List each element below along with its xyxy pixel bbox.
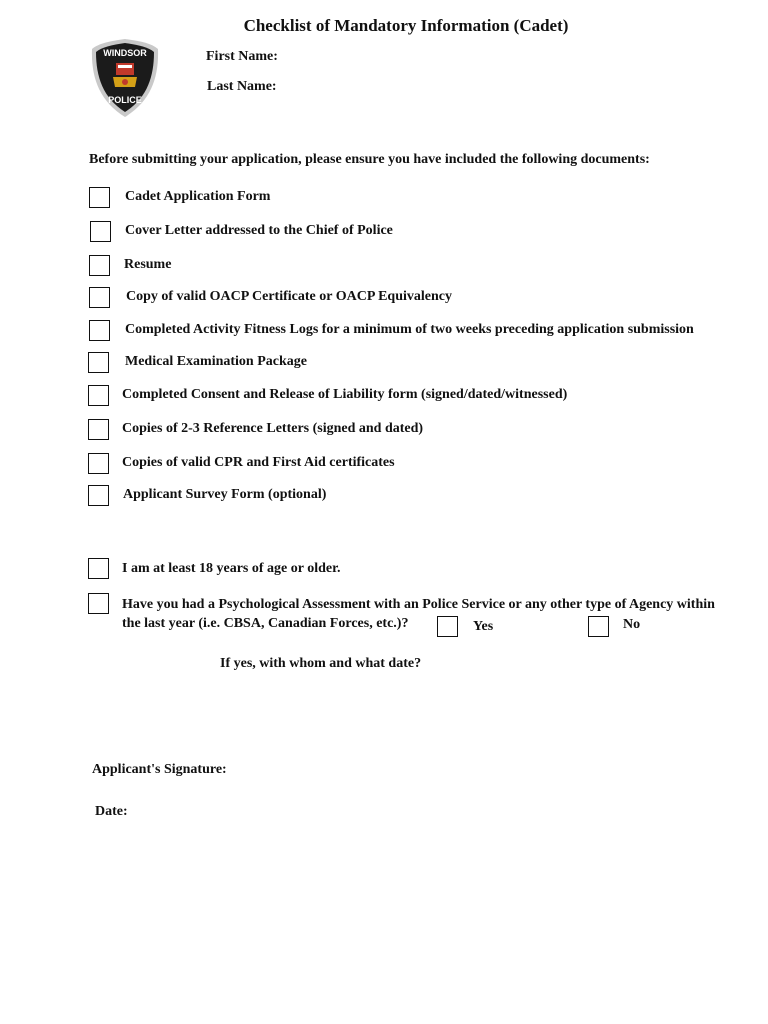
psych-no-checkbox[interactable]	[588, 616, 609, 637]
document-label: Completed Consent and Release of Liability form (signed/dated/witnessed)	[122, 387, 568, 402]
document-checkbox[interactable]	[88, 385, 109, 406]
instructions-text: Before submitting your application, please ensure you have included the following documents:	[89, 152, 650, 167]
psych-question-line-1: Have you had a Psychological Assessment with an Police Service or any other type of Agency within	[122, 597, 715, 612]
document-label: Completed Activity Fitness Logs for a minimum of two weeks preceding application submission	[125, 322, 694, 337]
document-label: Applicant Survey Form (optional)	[123, 487, 327, 502]
last-name-label: Last Name:	[207, 79, 277, 94]
psych-question-line-2: the last year (i.e. CBSA, Canadian Forces, etc.)?	[122, 616, 409, 631]
document-checkbox[interactable]	[89, 320, 110, 341]
psych-yes-label: Yes	[473, 619, 494, 634]
windsor-police-logo	[89, 37, 161, 119]
document-checkbox[interactable]	[88, 453, 109, 474]
psych-follow-up-label: If yes, with whom and what date?	[220, 656, 422, 671]
document-checkbox[interactable]	[88, 419, 109, 440]
document-checkbox[interactable]	[90, 221, 111, 242]
document-checkbox[interactable]	[88, 485, 109, 506]
logo-top-text: WINDSOR	[103, 48, 147, 58]
document-checkbox[interactable]	[88, 352, 109, 373]
date-label: Date:	[95, 804, 128, 819]
document-label: Copies of valid CPR and First Aid certificates	[122, 455, 395, 470]
first-name-label: First Name:	[206, 49, 278, 64]
signature-label: Applicant's Signature:	[92, 762, 227, 777]
document-checkbox[interactable]	[89, 255, 110, 276]
police-badge-icon	[89, 37, 161, 119]
document-checkbox[interactable]	[89, 187, 110, 208]
age-checkbox[interactable]	[88, 558, 109, 579]
age-question-label: I am at least 18 years of age or older.	[122, 561, 341, 576]
document-label: Copy of valid OACP Certificate or OACP Equivalency	[126, 289, 452, 304]
document-label: Cover Letter addressed to the Chief of Police	[125, 223, 393, 238]
document-label: Medical Examination Package	[125, 354, 307, 369]
document-label: Resume	[124, 257, 172, 272]
logo-bottom-text: POLICE	[108, 95, 142, 105]
page-title: Checklist of Mandatory Information (Cadet)	[243, 16, 569, 35]
psych-assessment-checkbox[interactable]	[88, 593, 109, 614]
psych-no-label: No	[623, 617, 641, 632]
document-label: Copies of 2-3 Reference Letters (signed and dated)	[122, 421, 424, 436]
document-label: Cadet Application Form	[125, 189, 271, 204]
document-checkbox[interactable]	[89, 287, 110, 308]
psych-yes-checkbox[interactable]	[437, 616, 458, 637]
